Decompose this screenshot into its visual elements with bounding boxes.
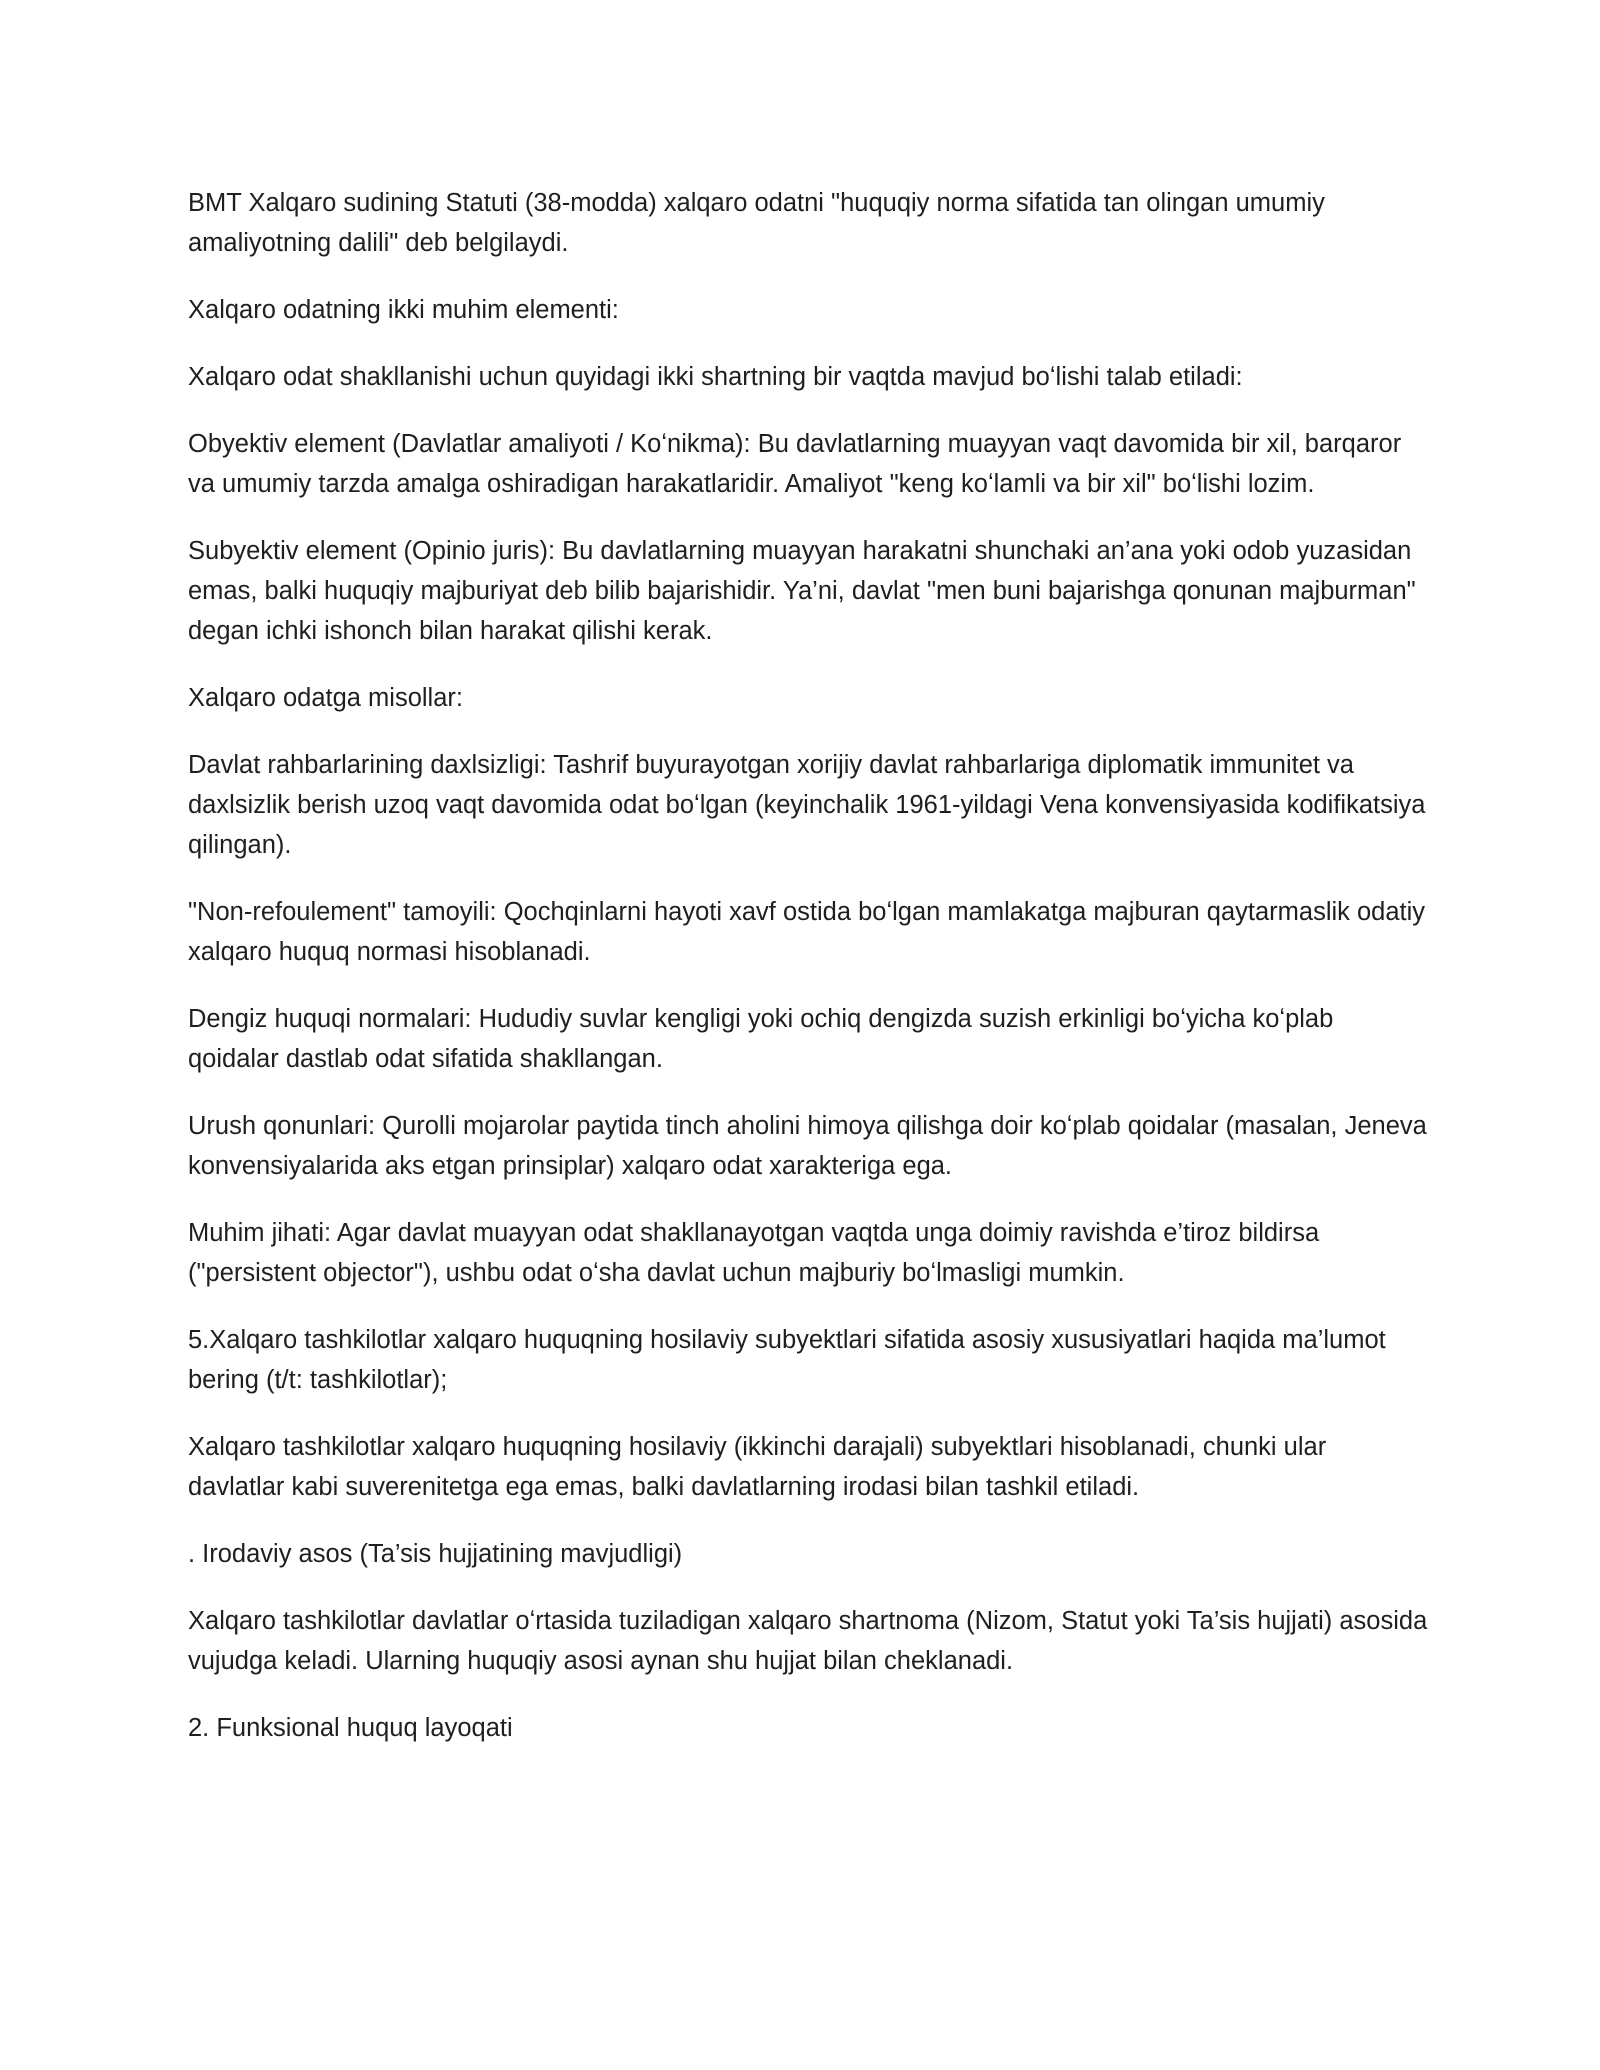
paragraph: Subyektiv element (Opinio juris): Bu davlatlarning muayyan harakatni shunchaki an’ana yoki odob yuzasidan emas, balki huquqiy majburiyat deb bilib bajarishidir. Ya’ni, davlat "men buni bajarishga qonunan majburman" degan ichki ishonch bilan harakat qilishi kerak. xyxy=(188,537,1416,645)
paragraph: Muhim jihati: Agar davlat muayyan odat shakllanayotgan vaqtda unga doimiy ravishda e’tiroz bildirsa ("persistent objector"), ushbu odat oʻsha davlat uchun majburiy boʻlmasligi mumkin. xyxy=(188,1219,1320,1287)
subheading: 2. Funksional huquq layoqati xyxy=(188,1714,513,1742)
document-body xyxy=(188,183,1428,1775)
subheading: . Irodaviy asos (Ta’sis hujjatining mavjudligi) xyxy=(188,1540,683,1568)
paragraph: Xalqaro tashkilotlar davlatlar oʻrtasida tuziladigan xalqaro shartnoma (Nizom, Statut yoki Ta’sis hujjati) asosida vujudga keladi. Ularning huquqiy asosi aynan shu hujjat bilan cheklanadi. xyxy=(188,1607,1428,1675)
paragraph: Obyektiv element (Davlatlar amaliyoti / Koʻnikma): Bu davlatlarning muayyan vaqt davomida bir xil, barqaror va umumiy tarzda amalga oshiradigan harakatlaridir. Amaliyot "keng koʻlamli va bir xil" boʻlishi lozim. xyxy=(188,430,1402,498)
paragraph: Davlat rahbarlarining daxlsizligi: Tashrif buyurayotgan xorijiy davlat rahbarlariga diplomatik immunitet va daxlsizlik berish uzoq vaqt davomida odat boʻlgan (keyinchalik 1961-yildagi Vena konvensiyasida kodifikatsiya qilingan). xyxy=(188,751,1426,859)
paragraph: BMT Xalqaro sudining Statuti (38-modda) xalqaro odatni "huquqiy norma sifatida tan olingan umumiy amaliyotning dalili" deb belgilaydi. xyxy=(188,189,1325,257)
paragraph: "Non-refoulement" tamoyili: Qochqinlarni hayoti xavf ostida boʻlgan mamlakatga majburan qaytarmaslik odatiy xalqaro huquq normasi hisoblanadi. xyxy=(188,898,1426,966)
paragraph: Dengiz huquqi normalari: Hududiy suvlar kengligi yoki ochiq dengizda suzish erkinligi boʻyicha koʻplab qoidalar dastlab odat sifatida shakllangan. xyxy=(188,1005,1334,1073)
paragraph: Xalqaro odatga misollar: xyxy=(188,684,463,712)
paragraph: Xalqaro odat shakllanishi uchun quyidagi ikki shartning bir vaqtda mavjud boʻlishi talab etiladi: xyxy=(188,363,1243,391)
section-heading: 5.Xalqaro tashkilotlar xalqaro huquqning hosilaviy subyektlari sifatida asosiy xususiyatlari haqida ma’lumot bering (t/t: tashkilotlar); xyxy=(188,1326,1386,1394)
paragraph: Xalqaro tashkilotlar xalqaro huquqning hosilaviy (ikkinchi darajali) subyektlari hisoblanadi, chunki ular davlatlar kabi suverenitetga ega emas, balki davlatlarning irodasi bilan tashkil etiladi. xyxy=(188,1433,1327,1501)
paragraph: Xalqaro odatning ikki muhim elementi: xyxy=(188,296,619,324)
paragraph: Urush qonunlari: Qurolli mojarolar paytida tinch aholini himoya qilishga doir koʻplab qoidalar (masalan, Jeneva konvensiyalarida aks etgan prinsiplar) xalqaro odat xarakteriga ega. xyxy=(188,1112,1427,1180)
